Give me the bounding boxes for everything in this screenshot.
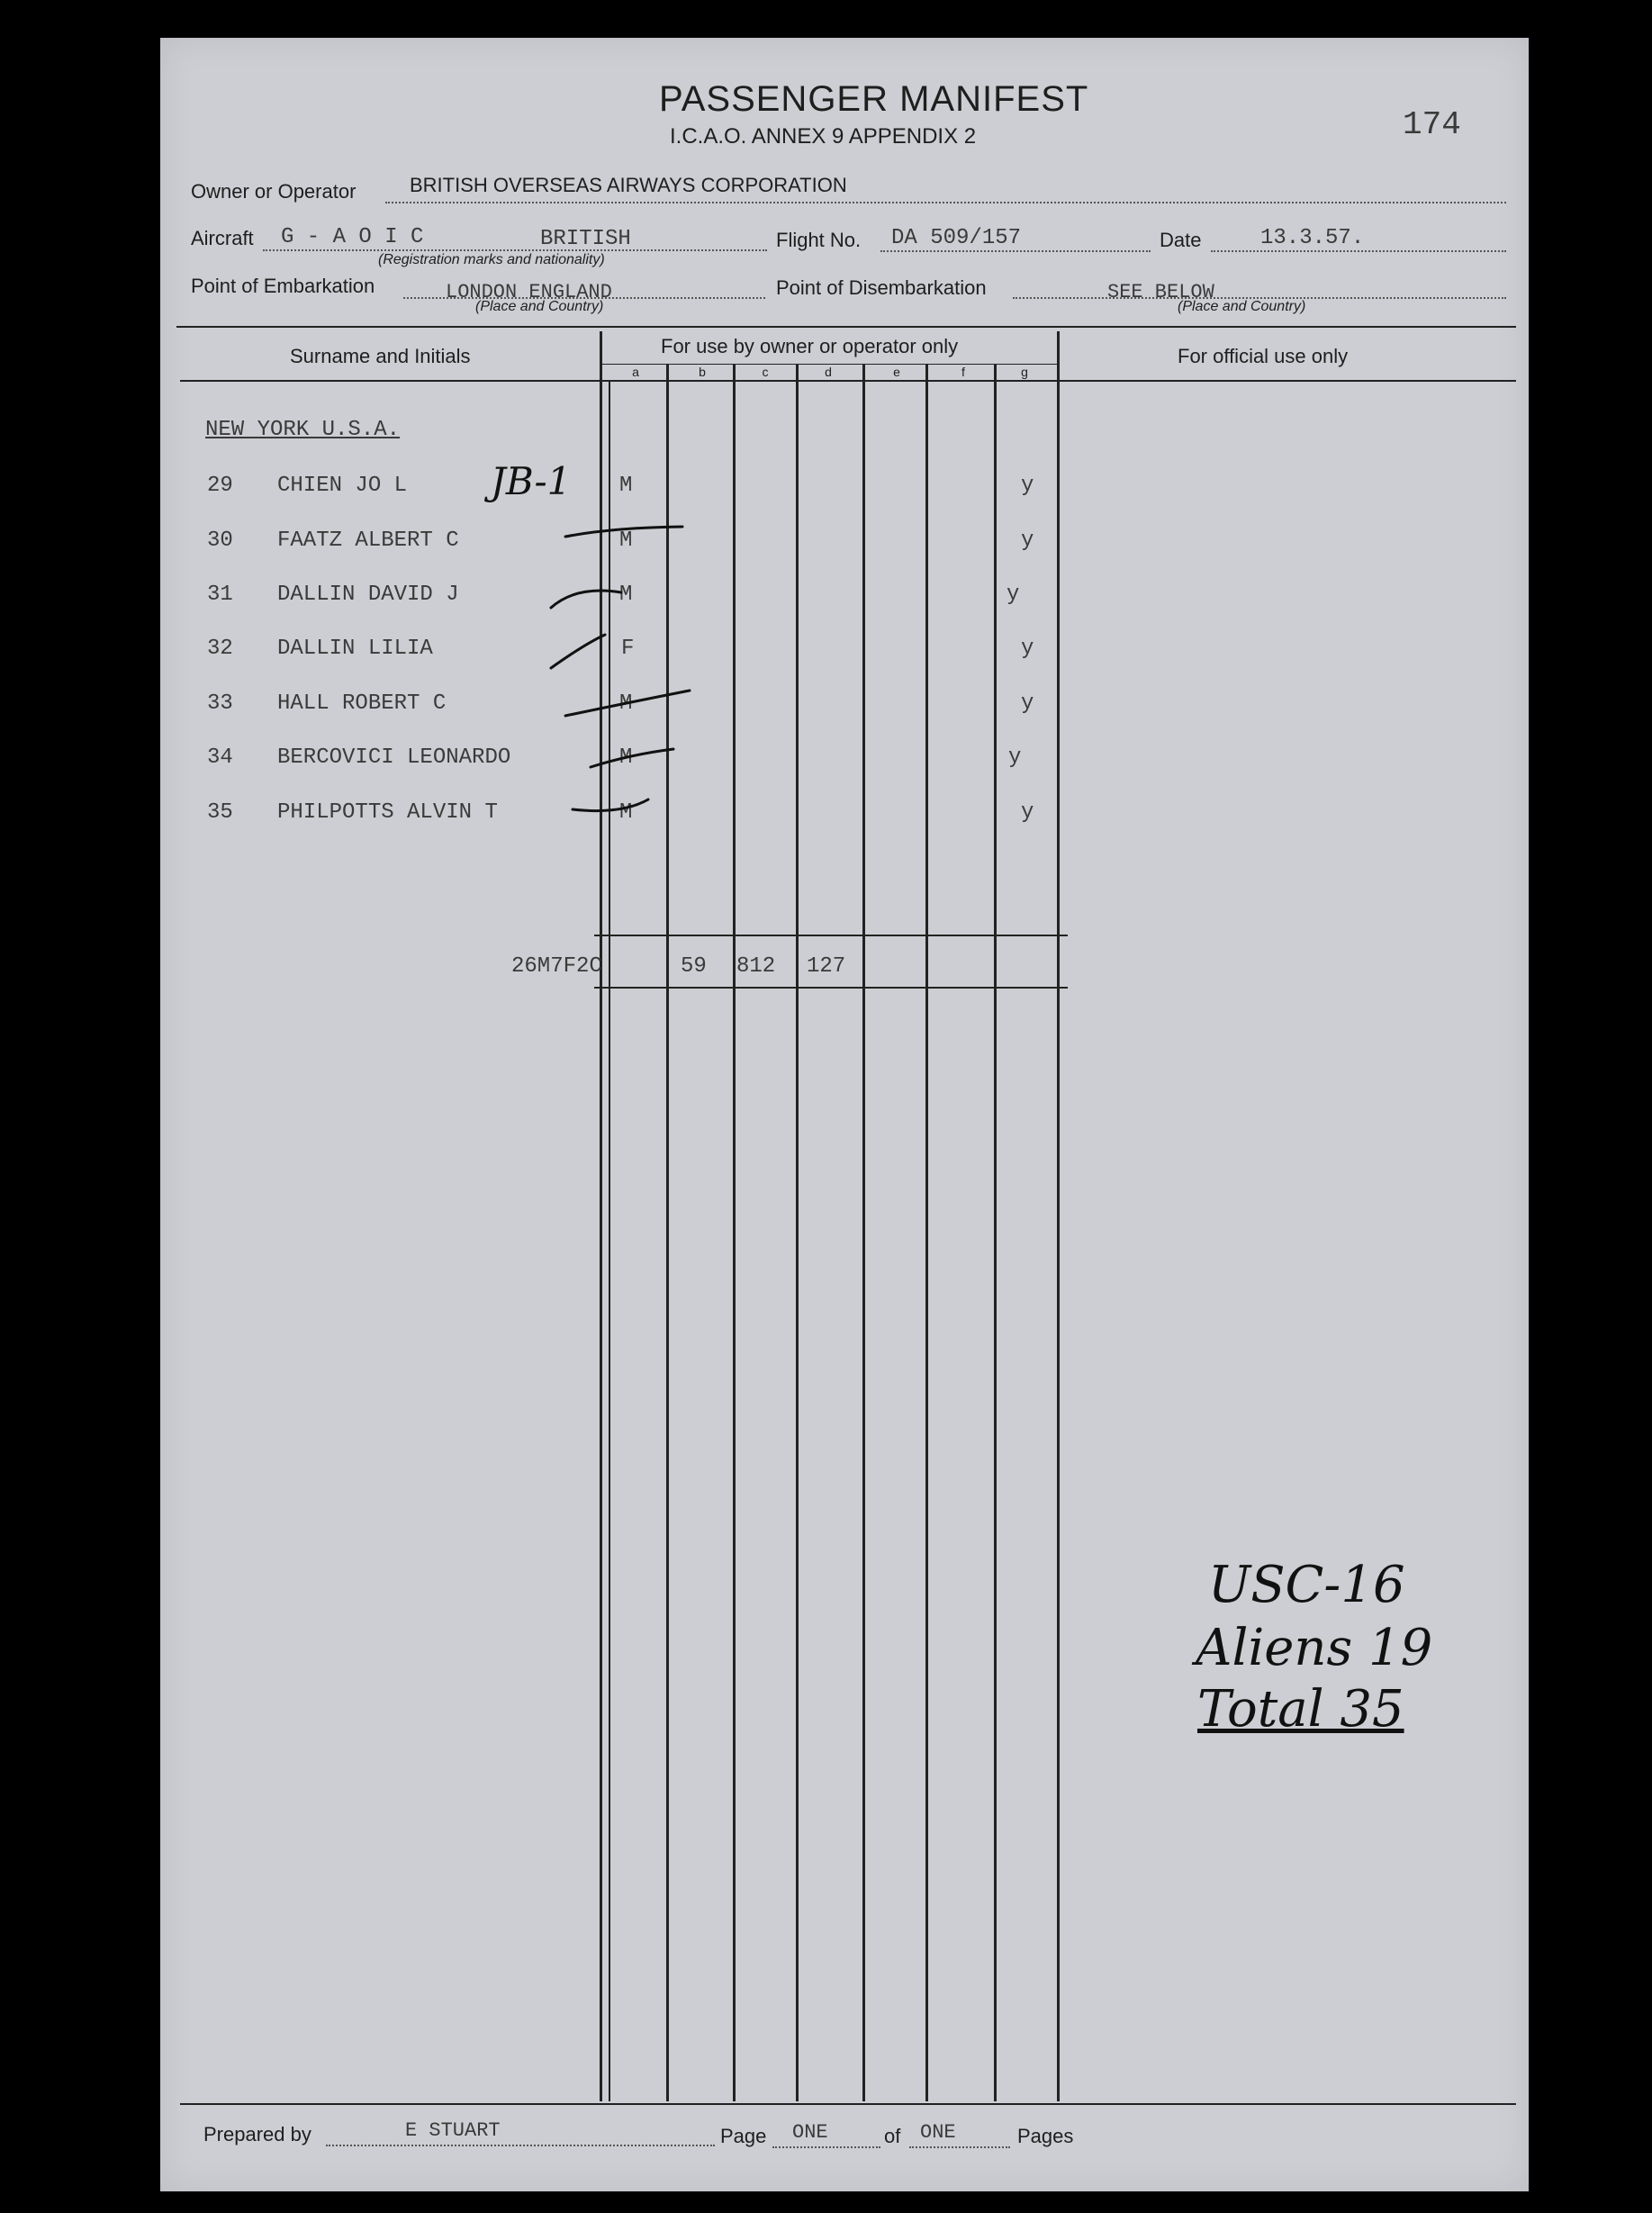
col-g-mark: y bbox=[1021, 691, 1034, 716]
col-g-mark: y bbox=[1021, 637, 1034, 661]
passenger-name: BERCOVICI LEONARDO bbox=[277, 745, 511, 770]
page-dotted-line bbox=[772, 2146, 880, 2148]
aircraft-label: Aircraft bbox=[191, 227, 254, 249]
of-label: of bbox=[884, 2125, 901, 2147]
date-value: 13.3.57. bbox=[1260, 226, 1365, 250]
flight-label: Flight No. bbox=[776, 229, 862, 251]
totals-b: 59 bbox=[681, 954, 707, 979]
col-g-mark: y bbox=[1021, 800, 1034, 825]
passenger-name: DALLIN DAVID J bbox=[277, 583, 459, 607]
date-label: Date bbox=[1160, 229, 1202, 251]
handwritten-total: Total 35 bbox=[1197, 1680, 1404, 1739]
aircraft-nationality: BRITISH bbox=[540, 227, 631, 251]
page-label: Page bbox=[720, 2125, 767, 2147]
pages-label: Pages bbox=[1017, 2125, 1074, 2147]
embark-label: Point of Embarkation bbox=[191, 275, 375, 297]
row-number: 30 bbox=[207, 528, 233, 553]
totals-d: 127 bbox=[807, 954, 846, 979]
passenger-sex: M bbox=[619, 745, 633, 770]
owner-value: BRITISH OVERSEAS AIRWAYS CORPORATION bbox=[410, 174, 847, 196]
totals-c: 812 bbox=[736, 954, 776, 979]
handwritten-annotation: JB-1 bbox=[491, 459, 572, 503]
passenger-sex: M bbox=[619, 800, 633, 825]
totals-label: 26M7F2C bbox=[511, 954, 602, 979]
col-g-mark: y bbox=[1007, 583, 1020, 607]
disembark-note: (Place and Country) bbox=[1178, 299, 1306, 314]
subcol-f: f bbox=[961, 365, 965, 379]
subcol-e: e bbox=[893, 365, 900, 379]
owner-label: Owner or Operator bbox=[191, 180, 357, 203]
disembark-label: Point of Disembarkation bbox=[776, 276, 987, 299]
prepared-value: E STUART bbox=[405, 2119, 501, 2142]
handwritten-aliens: Aliens 19 bbox=[1196, 1619, 1433, 1677]
passenger-sex: M bbox=[619, 474, 633, 498]
of-value: ONE bbox=[920, 2121, 956, 2144]
handwritten-usc: USC-16 bbox=[1208, 1556, 1405, 1614]
flight-value: DA 509/157 bbox=[891, 226, 1022, 250]
page-subtitle: I.C.A.O. ANNEX 9 APPENDIX 2 bbox=[670, 124, 977, 149]
passenger-sex: F bbox=[621, 637, 635, 661]
subcol-c: c bbox=[762, 365, 769, 379]
page-number: 174 bbox=[1403, 106, 1461, 143]
row-number: 32 bbox=[207, 637, 233, 661]
embark-note: (Place and Country) bbox=[475, 299, 604, 314]
footer-rule bbox=[180, 2103, 1516, 2105]
passenger-name: DALLIN LILIA bbox=[277, 637, 433, 661]
page-value: ONE bbox=[792, 2121, 828, 2144]
col-surname: Surname and Initials bbox=[290, 345, 471, 367]
passenger-name: PHILPOTTS ALVIN T bbox=[277, 800, 498, 825]
passenger-sex: M bbox=[619, 691, 633, 716]
prepared-label: Prepared by bbox=[203, 2123, 311, 2145]
row-number: 34 bbox=[207, 745, 233, 770]
row-number: 35 bbox=[207, 800, 233, 825]
aircraft-note: (Registration marks and nationality) bbox=[378, 252, 605, 267]
subcol-b: b bbox=[699, 365, 706, 379]
col-owner: For use by owner or operator only bbox=[661, 335, 959, 357]
passenger-name: HALL ROBERT C bbox=[277, 691, 447, 716]
disembark-value: SEE BELOW bbox=[1107, 281, 1214, 303]
col-g-mark: y bbox=[1021, 528, 1034, 553]
subcol-d: d bbox=[825, 365, 832, 379]
row-number: 29 bbox=[207, 474, 233, 498]
col-g-mark: y bbox=[1021, 474, 1034, 498]
aircraft-value: G - A O I C bbox=[281, 225, 424, 249]
embark-value: LONDON ENGLAND bbox=[446, 281, 612, 303]
col-g-mark: y bbox=[1008, 745, 1022, 770]
row-number: 33 bbox=[207, 691, 233, 716]
destination: NEW YORK U.S.A. bbox=[205, 418, 401, 442]
page-title: PASSENGER MANIFEST bbox=[659, 79, 1089, 119]
passenger-sex: M bbox=[619, 583, 633, 607]
subcol-g: g bbox=[1021, 365, 1028, 379]
of-dotted-line bbox=[909, 2146, 1010, 2148]
prepared-dotted-line bbox=[326, 2145, 715, 2146]
col-official: For official use only bbox=[1178, 345, 1349, 367]
passenger-name: FAATZ ALBERT C bbox=[277, 528, 459, 553]
passenger-sex: M bbox=[619, 528, 633, 553]
passenger-name: CHIEN JO L bbox=[277, 474, 408, 498]
subcol-a: a bbox=[632, 365, 639, 379]
row-number: 31 bbox=[207, 583, 233, 607]
